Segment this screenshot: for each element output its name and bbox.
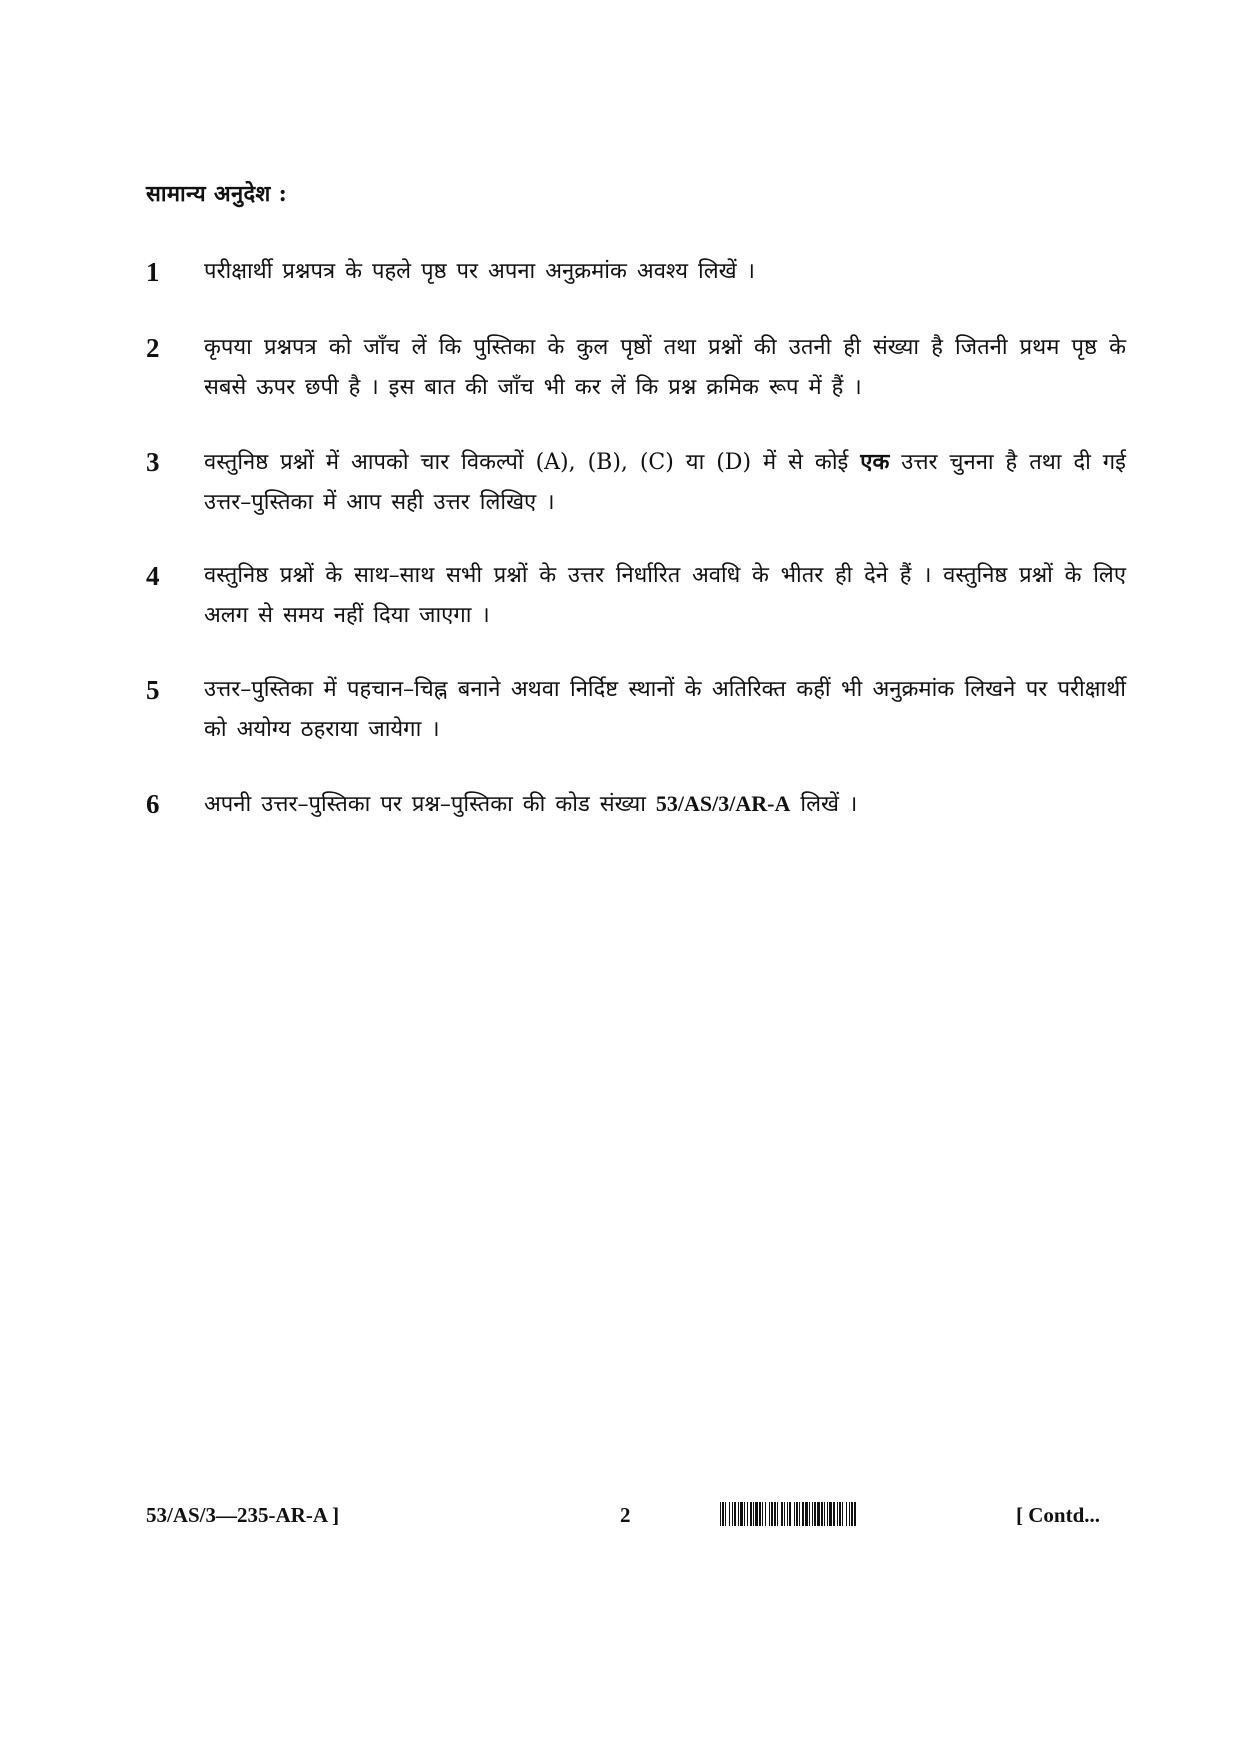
instruction-text: कृपया प्रश्नपत्र को जाँच लें कि पुस्तिका के कुल पृष्ठों तथा प्रश्नों की उतनी ही संख्या है जितनी प्रथम पृष्ठ के सबसे ऊपर छपी है । इस बात की जाँच भी कर लें कि प्रश्न क्रमिक रूप में हैं । [204, 335, 1126, 400]
instruction-text-part: अपनी उत्तर–पुस्तिका पर प्रश्न–पुस्तिका की कोड संख्या [204, 792, 656, 817]
instruction-number: 1 [146, 257, 160, 287]
instruction-item-3 [146, 442, 1126, 523]
instruction-item-1 [146, 252, 1126, 292]
instruction-text [204, 784, 1126, 825]
barcode-image [720, 1502, 1007, 1526]
instruction-number: 2 [146, 333, 160, 363]
instruction-text: परीक्षार्थी प्रश्नपत्र के पहले पृष्ठ पर अपना अनुक्रमांक अवश्य लिखें । [204, 259, 755, 284]
instruction-number: 3 [146, 447, 160, 477]
page-footer [146, 1500, 1126, 1530]
instruction-item-6 [146, 784, 1126, 825]
barcode-bar [856, 1502, 857, 1526]
instruction-item-2 [146, 328, 1126, 408]
instruction-item-4 [146, 556, 1126, 636]
instruction-number: 6 [146, 789, 160, 819]
instruction-text: उत्तर–पुस्तिका में पहचान–चिह्न बनाने अथवा निर्दिष्ट स्थानों के अतिरिक्त कहीं भी अनुक्रमांक लिखने पर परीक्षार्थी को अयोग्य ठहराया जायेगा । [204, 677, 1126, 742]
instruction-item-5 [146, 670, 1126, 750]
continued-marker: [ Contd... [1016, 1503, 1101, 1527]
instruction-number: 5 [146, 675, 160, 705]
instruction-text: वस्तुनिष्ठ प्रश्नों के साथ–साथ सभी प्रश्नों के उत्तर निर्धारित अवधि के भीतर ही देने हैं । वस्तुनिष्ठ प्रश्नों के लिए अलग से समय नहीं दिया जाएगा । [204, 563, 1126, 628]
instruction-text-part: वस्तुनिष्ठ प्रश्नों में आपको चार विकल्पों (A), (B), (C) या (D) में से कोई [204, 450, 861, 475]
instruction-text-part: लिखें । [790, 792, 858, 817]
instruction-number: 4 [146, 561, 160, 591]
instruction-text [204, 442, 1126, 523]
instruction-text-part: उत्तर चुनना है तथा दी गई उत्तर–पुस्तिका में आप सही उत्तर लिखिए । [204, 450, 1126, 515]
booklet-code: 53/AS/3/AR-A [655, 791, 791, 816]
general-instructions-heading: सामान्य अनुदेश : [146, 181, 288, 207]
page-number: 2 [620, 1503, 631, 1527]
instruction-emphasis: एक [860, 449, 890, 474]
paper-code: 53/AS/3—235-AR-A ] [146, 1503, 340, 1527]
